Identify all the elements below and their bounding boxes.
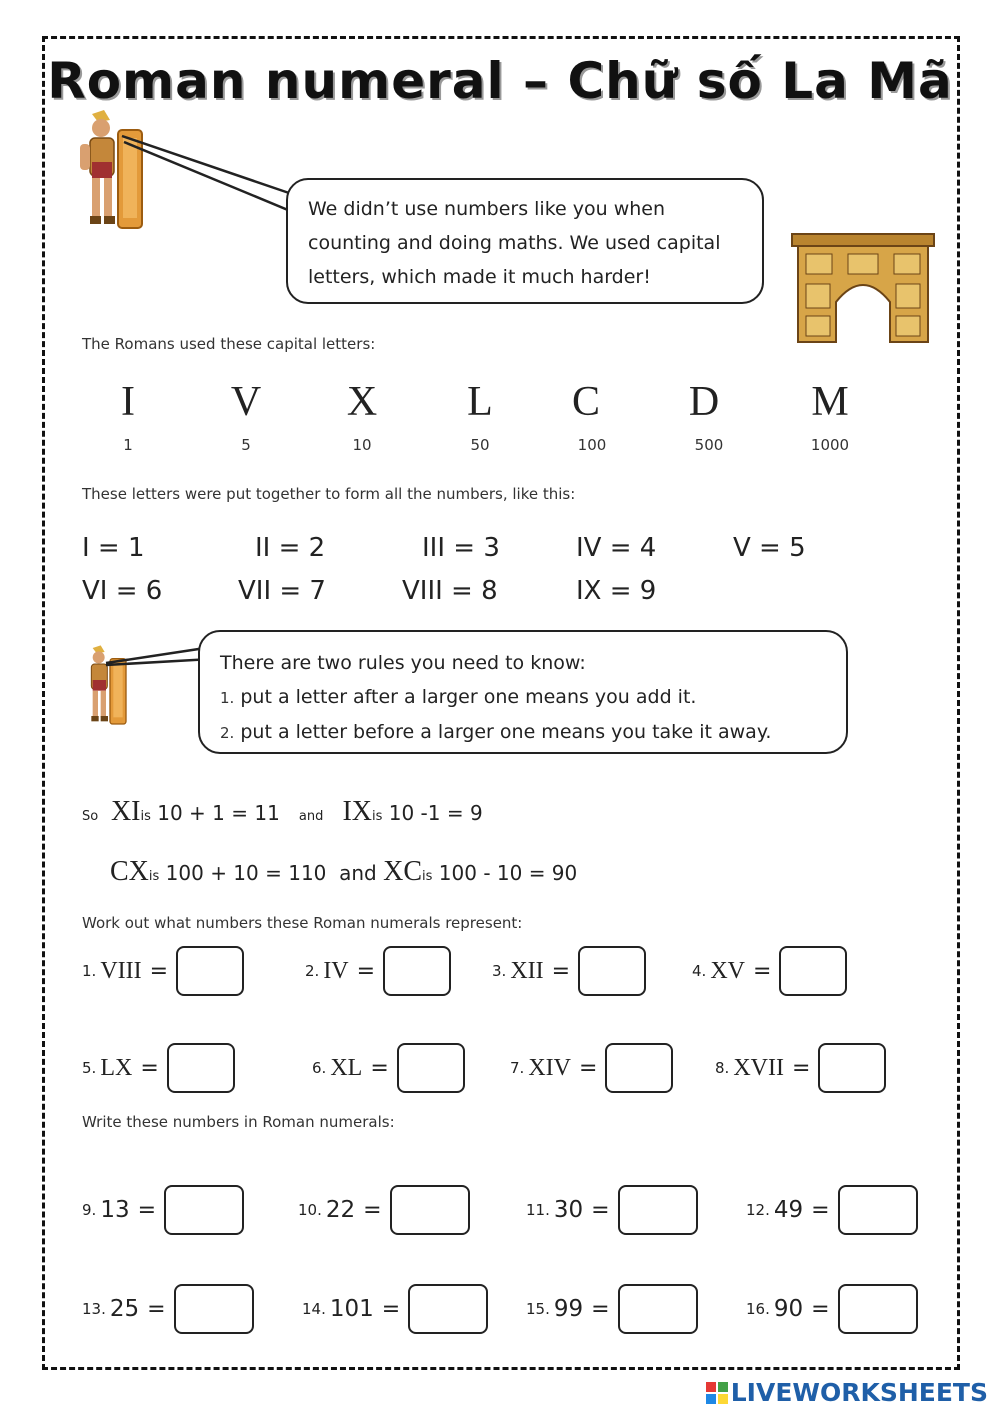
numeral-value: 100 (577, 436, 607, 454)
question-item: 2. IV = (305, 946, 451, 996)
intro-combine-text: These letters were put together to form all the numbers, like this: (82, 485, 576, 503)
question-item: 7. XIV = (510, 1043, 673, 1093)
numeral-letter: D (688, 379, 720, 425)
question-item: 9. 13 = (82, 1185, 244, 1235)
logo-text: LIVEWORKSHEETS (730, 1378, 988, 1407)
equation: III = 3 (422, 533, 500, 563)
answer-box[interactable] (618, 1284, 698, 1334)
example-line-2: CXis 100 + 10 = 110 and XCis 100 - 10 = 90 (110, 856, 578, 887)
answer-box[interactable] (838, 1185, 918, 1235)
page-title: Roman numeral – Chữ số La Mã (47, 52, 953, 110)
speech-bubble-intro (286, 178, 764, 304)
question-item: 15. 99 = (526, 1284, 698, 1334)
question-item: 4. XV = (692, 946, 847, 996)
speech-bubble-rules (198, 630, 848, 754)
numeral-value: 500 (694, 436, 724, 454)
answer-box[interactable] (408, 1284, 488, 1334)
example-line-1: So XIis 10 + 1 = 11 and IXis 10 -1 = 9 (82, 796, 483, 827)
equation: V = 5 (733, 533, 806, 563)
answer-box[interactable] (167, 1043, 235, 1093)
numeral-letter: C (571, 379, 600, 425)
answer-box[interactable] (383, 946, 451, 996)
question-item: 12. 49 = (746, 1185, 918, 1235)
question-item: 3. XII = (492, 946, 646, 996)
equation: VI = 6 (82, 576, 163, 606)
equation: VIII = 8 (402, 576, 498, 606)
question-item: 16. 90 = (746, 1284, 918, 1334)
liveworksheets-icon (705, 1381, 729, 1405)
answer-box[interactable] (164, 1185, 244, 1235)
question-item: 6. XL = (312, 1043, 465, 1093)
numeral-letter: L (467, 379, 493, 425)
question-item: 14. 101 = (302, 1284, 488, 1334)
answer-box[interactable] (397, 1043, 465, 1093)
answer-box[interactable] (818, 1043, 886, 1093)
numeral-letter: X (346, 379, 378, 425)
rule-item: 2. put a letter before a larger one means you take it away. (220, 721, 772, 743)
answer-box[interactable] (578, 946, 646, 996)
equation: VII = 7 (238, 576, 326, 606)
bubble-line: letters, which made it much harder! (308, 266, 651, 288)
answer-box[interactable] (174, 1284, 254, 1334)
intro-letters-text: The Romans used these capital letters: (82, 335, 376, 353)
bubble-line: We didn’t use numbers like you when (308, 198, 666, 220)
equation: IX = 9 (576, 576, 657, 606)
question-item: 13. 25 = (82, 1284, 254, 1334)
numeral-value: 50 (470, 436, 490, 454)
question-item: 8. XVII = (715, 1043, 886, 1093)
equation: I = 1 (82, 533, 145, 563)
numeral-value: 10 (352, 436, 372, 454)
answer-box[interactable] (390, 1185, 470, 1235)
roman-arch-icon (790, 232, 936, 346)
question-item: 5. LX = (82, 1043, 235, 1093)
numeral-value: 1 (123, 436, 133, 454)
answer-box[interactable] (605, 1043, 673, 1093)
rule-item: 1. put a letter after a larger one means you add it. (220, 686, 697, 708)
numeral-value: 5 (241, 436, 251, 454)
equation: II = 2 (255, 533, 326, 563)
liveworksheets-logo[interactable] (705, 1378, 988, 1407)
section1-title: Work out what numbers these Roman numerals represent: (82, 914, 523, 932)
question-item: 10. 22 = (298, 1185, 470, 1235)
answer-box[interactable] (779, 946, 847, 996)
numeral-value: 1000 (810, 436, 850, 454)
speech-bubble-tail (120, 132, 310, 232)
bubble-line: counting and doing maths. We used capital (308, 232, 721, 254)
question-item: 1. VIII = (82, 946, 244, 996)
question-item: 11. 30 = (526, 1185, 698, 1235)
numeral-letter: I (121, 379, 135, 425)
answer-box[interactable] (618, 1185, 698, 1235)
section2-title: Write these numbers in Roman numerals: (82, 1113, 395, 1131)
answer-box[interactable] (838, 1284, 918, 1334)
equation: IV = 4 (576, 533, 657, 563)
rules-heading: There are two rules you need to know: (220, 652, 586, 674)
numeral-letter: M (811, 379, 849, 425)
numeral-letter: V (230, 379, 262, 425)
numerals-row (88, 378, 908, 468)
answer-box[interactable] (176, 946, 244, 996)
